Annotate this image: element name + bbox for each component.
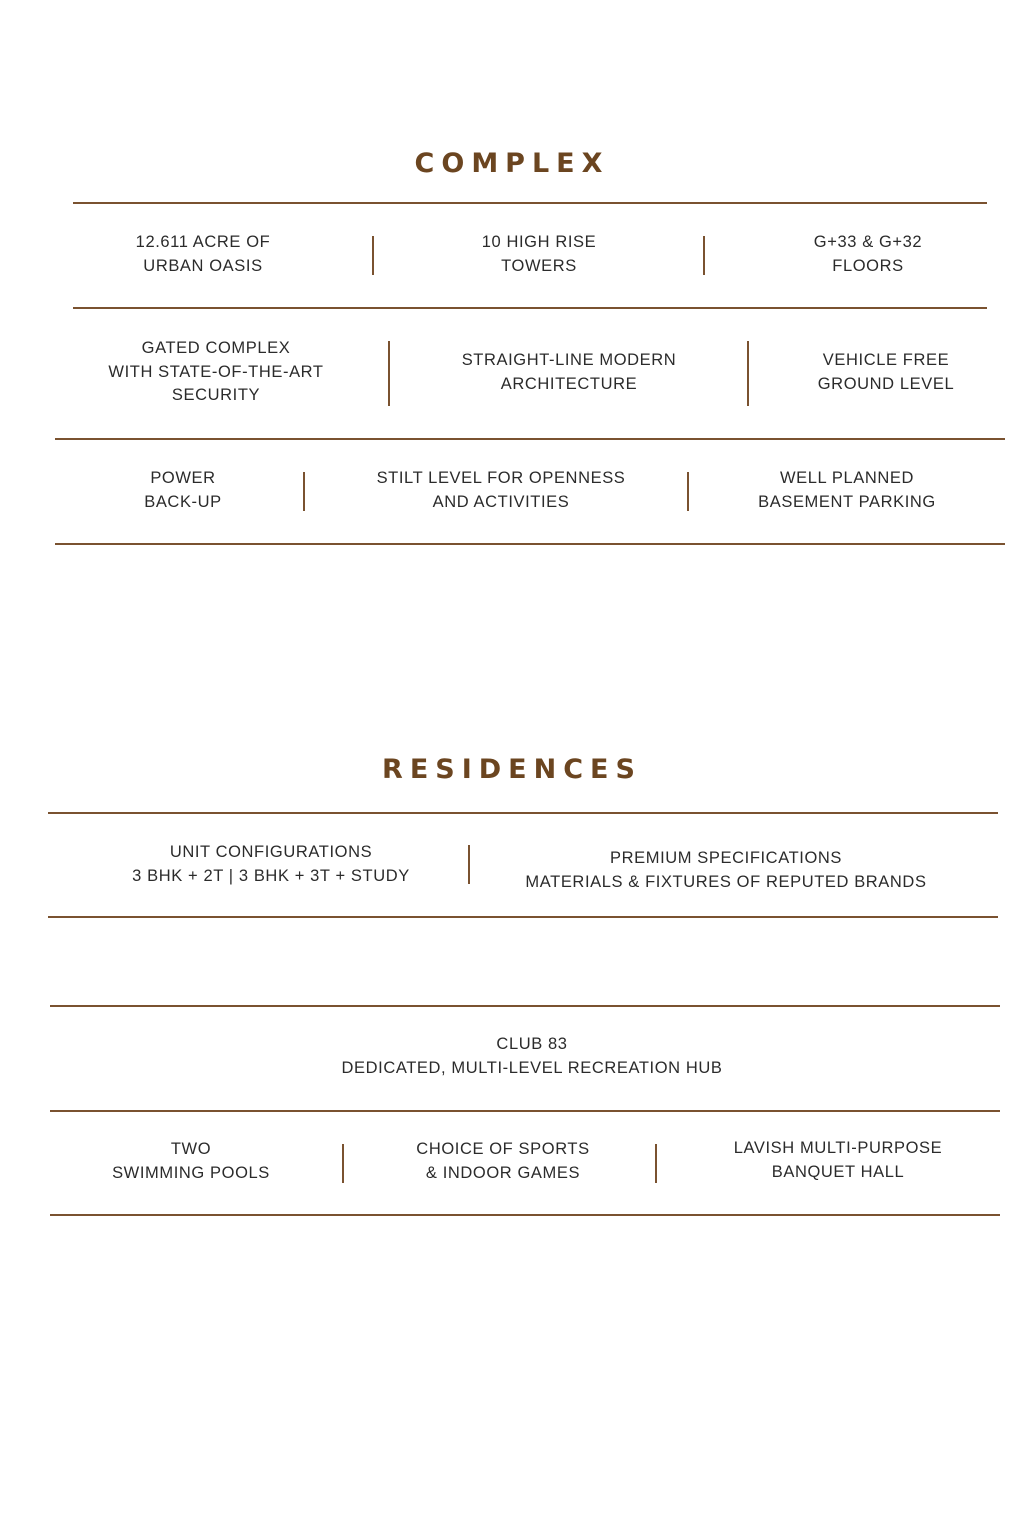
feature-line: AND ACTIVITIES <box>432 492 570 511</box>
feature-line: GROUND LEVEL <box>817 374 955 393</box>
residences-heading: RESIDENCES <box>382 754 642 785</box>
feature-banquet-hall <box>703 1137 973 1184</box>
feature-power-backup <box>83 467 283 514</box>
feature-line: FLOORS <box>832 256 904 275</box>
feature-line: URBAN OASIS <box>143 256 263 275</box>
column-separator <box>372 236 374 275</box>
club-banner <box>262 1033 802 1080</box>
column-separator <box>655 1144 657 1183</box>
complex-heading: COMPLEX <box>414 148 610 179</box>
feature-line: CLUB 83 <box>496 1035 568 1053</box>
feature-sports-games <box>388 1138 618 1185</box>
divider-line <box>50 1110 1000 1112</box>
divider-line <box>48 916 998 918</box>
column-separator <box>687 472 689 511</box>
feature-line: 3 BHK + 2T | 3 BHK + 3T + STUDY <box>132 866 410 885</box>
feature-line: VEHICLE FREE <box>822 351 950 369</box>
feature-basement-parking <box>712 467 982 514</box>
feature-line: BANQUET HALL <box>771 1162 905 1181</box>
feature-line: BASEMENT PARKING <box>758 492 936 511</box>
feature-line: GATED COMPLEX <box>141 339 291 357</box>
column-separator <box>747 341 749 406</box>
feature-line: SECURITY <box>171 386 261 404</box>
feature-architecture <box>404 349 734 396</box>
feature-line: & INDOOR GAMES <box>425 1163 581 1182</box>
feature-premium-specifications <box>496 847 956 894</box>
divider-line <box>55 438 1005 440</box>
feature-vehicle-free <box>756 349 1016 396</box>
feature-line: LAVISH MULTI-PURPOSE <box>733 1139 943 1157</box>
feature-line: BACK-UP <box>144 492 222 511</box>
column-separator <box>342 1144 344 1183</box>
feature-line: TWO <box>170 1140 212 1158</box>
feature-line: CHOICE OF SPORTS <box>416 1140 590 1158</box>
feature-line: 12.611 ACRE OF <box>135 233 271 251</box>
feature-gated <box>56 337 376 408</box>
feature-line: MATERIALS & FIXTURES OF REPUTED BRANDS <box>525 872 927 891</box>
feature-line: SWIMMING POOLS <box>112 1163 270 1182</box>
feature-line: 10 HIGH RISE <box>481 233 597 251</box>
column-separator <box>303 472 305 511</box>
feature-towers <box>389 231 689 278</box>
column-separator <box>388 341 390 406</box>
feature-unit-configurations <box>101 841 441 888</box>
column-separator <box>468 845 470 884</box>
feature-line: STILT LEVEL FOR OPENNESS <box>376 469 626 487</box>
feature-line: DEDICATED, MULTI-LEVEL RECREATION HUB <box>341 1058 723 1077</box>
divider-line <box>50 1005 1000 1007</box>
feature-line: WELL PLANNED <box>779 469 915 487</box>
feature-line: PREMIUM SPECIFICATIONS <box>610 849 842 867</box>
column-separator <box>703 236 705 275</box>
feature-line: TOWERS <box>501 256 577 275</box>
feature-acre <box>53 231 353 278</box>
feature-line: POWER <box>150 469 216 487</box>
feature-stilt-level <box>346 467 656 514</box>
divider-line <box>50 1214 1000 1216</box>
divider-line <box>48 812 998 814</box>
feature-line: ARCHITECTURE <box>500 374 638 393</box>
feature-line: G+33 & G+32 <box>813 233 923 251</box>
feature-floors <box>718 231 1018 278</box>
divider-line <box>55 543 1005 545</box>
feature-swimming-pools <box>76 1138 306 1185</box>
feature-line: UNIT CONFIGURATIONS <box>169 843 373 861</box>
divider-line <box>73 307 987 309</box>
feature-line: STRAIGHT-LINE MODERN <box>461 351 677 369</box>
feature-line: WITH STATE-OF-THE-ART <box>108 362 324 381</box>
divider-line <box>73 202 987 204</box>
